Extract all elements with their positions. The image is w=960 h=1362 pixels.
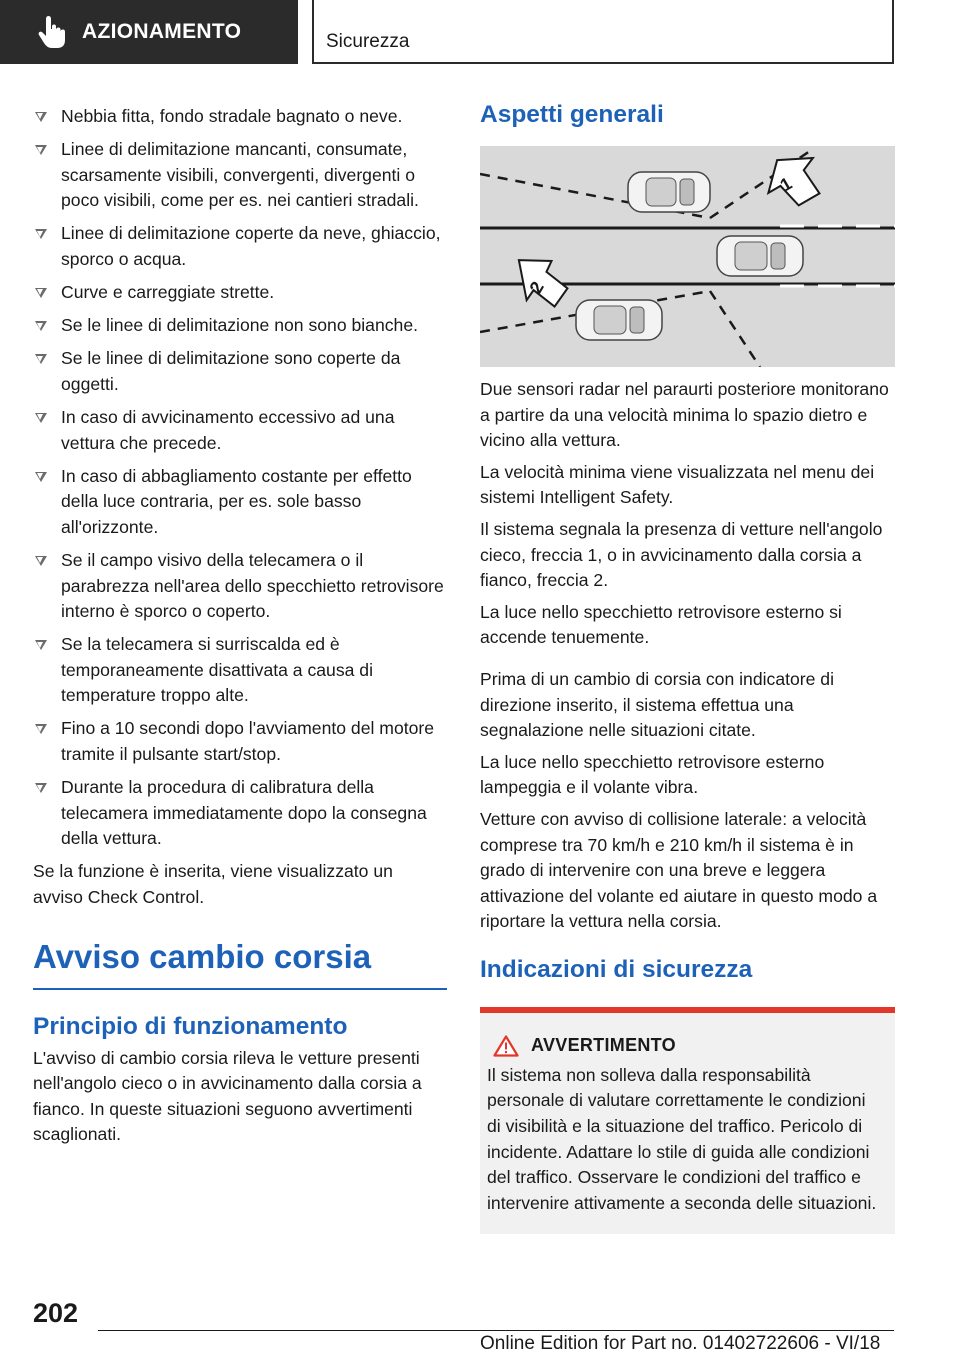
list-item: In caso di abbagliamento costante per effetto della luce contraria, per es. sole basso all'orizzonte. xyxy=(33,464,447,541)
car-bottom xyxy=(576,300,662,340)
triangle-bullet-icon xyxy=(35,112,47,122)
lane-change-paragraph: Prima di un cambio di corsia con indicatore di direzione inserito, il sistema effettua una segnalazione nelle situazioni citate. xyxy=(480,668,834,741)
subsection-title: Principio di funzionamento xyxy=(33,1012,348,1040)
svg-text:1: 1 xyxy=(776,173,796,196)
general-aspects-title: Aspetti generali xyxy=(480,101,664,128)
warning-header xyxy=(487,1035,883,1057)
svg-text:2: 2 xyxy=(525,278,548,297)
car-top xyxy=(628,172,710,212)
list-item: Se la telecamera si surriscalda ed è temporaneamente disattivata a causa di temperature troppo alte. xyxy=(33,632,447,709)
list-item: Se le linee di delimitazione sono coperte da oggetti. xyxy=(33,346,447,397)
check-control-note: Se la funzione è inserita, viene visualizzato un avviso Check Control. xyxy=(33,861,393,908)
list-item: Fino a 10 secondi dopo l'avviamento del motore tramite il pulsante start/stop. xyxy=(33,716,447,767)
triangle-bullet-icon xyxy=(35,783,47,793)
list-item: Nebbia fitta, fondo stradale bagnato o neve. xyxy=(33,104,447,130)
road-diagram xyxy=(480,146,895,367)
footer-divider xyxy=(98,1330,894,1331)
triangle-bullet-icon xyxy=(35,321,47,331)
triangle-bullet-icon xyxy=(35,354,47,364)
list-item: Se le linee di delimitazione non sono bianche. xyxy=(33,313,447,339)
triangle-bullet-icon xyxy=(35,413,47,423)
list-item: Curve e carreggiate strette. xyxy=(33,280,447,306)
list-item: In caso di avvicinamento eccessivo ad una vettura che precede. xyxy=(33,405,447,456)
safety-title: Indicazioni di sicurezza xyxy=(480,955,753,983)
radar-paragraph: Due sensori radar nel paraurti posteriore monitorano a partire da una velocità minima lo spazio dietro e vicino alla vettura. xyxy=(480,379,889,451)
car-ego xyxy=(717,236,803,276)
blink-paragraph: La luce nello specchietto retrovisore esterno lampeggia e il volante vibra. xyxy=(480,751,825,798)
triangle-bullet-icon xyxy=(35,640,47,650)
header-section-tab xyxy=(0,0,298,64)
triangle-bullet-icon xyxy=(35,288,47,298)
triangle-bullet-icon xyxy=(35,472,47,482)
signal-paragraph: Il sistema segnala la presenza di vetture nell'angolo cieco, freccia 1, o in avvicinamento dalla corsia a fianco, freccia 2. xyxy=(480,518,883,591)
side-collision-paragraph: Vetture con avviso di collisione laterale: a velocità comprese tra 70 km/h e 210 km/h il sistema è in grado di intervenire con una breve e leggera attivazione del volante ed aiutare in questo modo a riportare la vettura nella corsia. xyxy=(480,808,878,932)
page-number: 202 xyxy=(33,1298,79,1328)
left-column xyxy=(33,104,447,1154)
lane-change-illustration xyxy=(480,146,895,367)
principle-paragraph: L'avviso di cambio corsia rileva le vetture presenti nell'angolo cieco o in avvicinamento dalla corsia a fianco. In queste situazioni seguono avvertimenti scaglionati. xyxy=(33,1047,422,1145)
speed-paragraph: La velocità minima viene visualizzata nel menu dei sistemi Intelligent Safety. xyxy=(480,461,875,508)
section-title: Avviso cambio corsia xyxy=(33,937,372,975)
mirror-light-paragraph: La luce nello specchietto retrovisore esterno si accende tenuemente. xyxy=(480,601,842,648)
warning-text: Il sistema non solleva dalla responsabilità personale di valutare correttamente le condizioni di visibilità e la situazione del traffico. Pericolo di incidente. Adattare lo stile di guida alle condizioni del traffico. Osservare le condizioni del traffico e intervenire attivamente a seconda delle situazioni. xyxy=(487,1064,877,1213)
warning-label: AVVERTIMENTO xyxy=(531,1035,676,1056)
list-item: Durante la procedura di calibratura della telecamera immediatamente dopo la consegna della vettura. xyxy=(33,775,447,852)
triangle-bullet-icon xyxy=(35,229,47,239)
title-divider xyxy=(33,988,447,990)
triangle-bullet-icon xyxy=(35,724,47,734)
triangle-bullet-icon xyxy=(35,556,47,566)
list-item: Se il campo visivo della telecamera o il parabrezza nell'area dello specchietto retrovisore interno è sporco o coperto. xyxy=(33,548,447,625)
page-header xyxy=(0,0,960,66)
header-chapter-box xyxy=(312,0,894,64)
right-column xyxy=(480,100,896,1234)
list-item: Linee di delimitazione mancanti, consumate, scarsamente visibili, convergenti, divergenti o poco visibili, come per es. nei cantieri stradali. xyxy=(33,137,447,214)
footer-edition: Online Edition for Part no. 01402722606 - VI/18 xyxy=(480,1333,881,1354)
triangle-bullet-icon xyxy=(35,145,47,155)
list-item: Linee di delimitazione coperte da neve, ghiaccio, sporco o acqua. xyxy=(33,221,447,272)
warning-triangle-icon xyxy=(493,1035,519,1057)
hand-pointer-icon xyxy=(36,15,68,49)
header-section-label: AZIONAMENTO xyxy=(82,20,242,43)
header-chapter-label: Sicurezza xyxy=(326,31,410,52)
warning-box xyxy=(480,1007,895,1235)
conditions-list xyxy=(33,104,447,852)
